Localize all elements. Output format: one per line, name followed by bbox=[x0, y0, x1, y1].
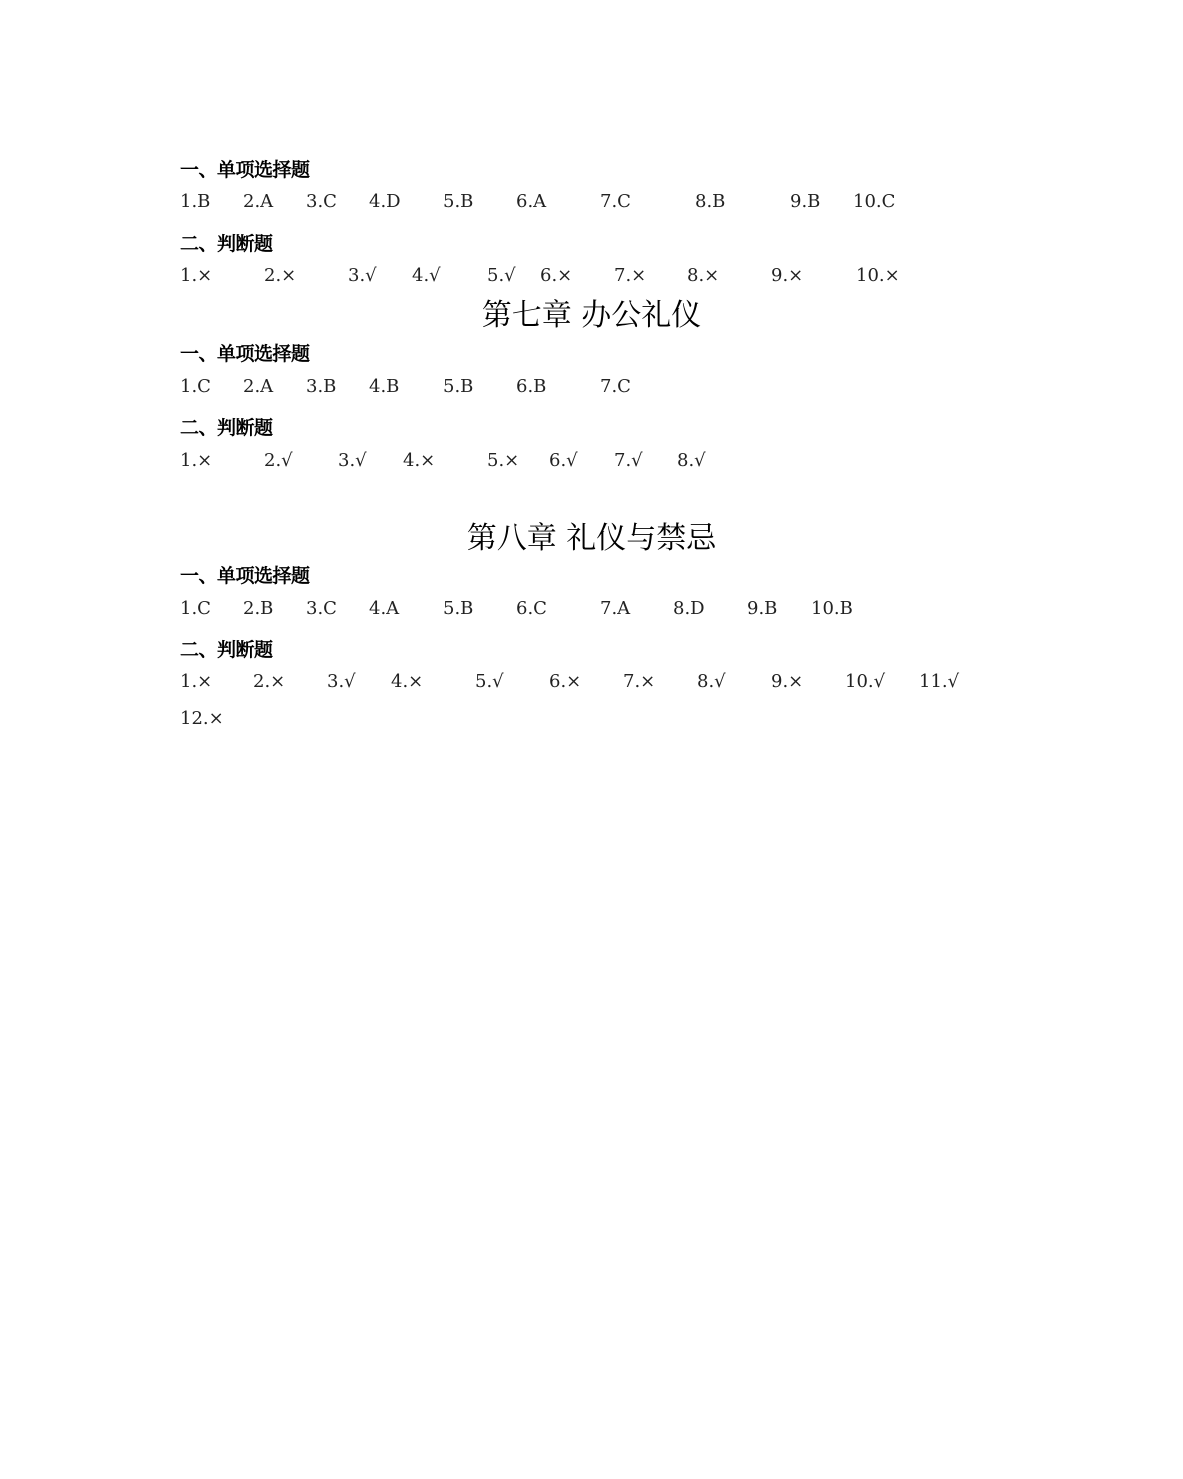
answer-item: 7.× bbox=[614, 265, 647, 286]
answer-item: 6.C bbox=[516, 598, 547, 619]
answer-item: 1.C bbox=[180, 376, 211, 397]
answer-item: 9.B bbox=[790, 191, 821, 212]
answer-item: 5.B bbox=[443, 376, 474, 397]
answer-item: 11.√ bbox=[919, 671, 960, 692]
answer-item: 9.× bbox=[771, 265, 804, 286]
answer-item: 1.× bbox=[180, 450, 213, 471]
answer-item: 2.A bbox=[243, 191, 274, 212]
chapter-title: 第八章 礼仪与禁忌 bbox=[466, 521, 717, 556]
answer-item: 4.× bbox=[391, 671, 424, 692]
answer-item: 6.× bbox=[540, 265, 573, 286]
answer-item: 7.C bbox=[600, 376, 631, 397]
answer-row bbox=[0, 265, 1183, 291]
answer-item: 4.B bbox=[369, 376, 400, 397]
answer-item: 3.C bbox=[306, 191, 337, 212]
answer-item: 5.× bbox=[487, 450, 520, 471]
answer-item: 6.A bbox=[516, 191, 547, 212]
answer-item: 3.√ bbox=[348, 265, 377, 286]
answer-item: 3.C bbox=[306, 598, 337, 619]
answer-item: 9.B bbox=[747, 598, 778, 619]
answer-item: 2.√ bbox=[264, 450, 293, 471]
answer-item: 10.B bbox=[811, 598, 853, 619]
answer-item: 1.× bbox=[180, 671, 213, 692]
answer-item: 7.× bbox=[623, 671, 656, 692]
answer-item: 8.√ bbox=[697, 671, 726, 692]
answer-row bbox=[0, 598, 1183, 624]
chapter-title: 第七章 办公礼仪 bbox=[481, 298, 702, 333]
section-heading: 一、单项选择题 bbox=[180, 343, 310, 365]
answer-item: 2.B bbox=[243, 598, 274, 619]
answer-item: 1.× bbox=[180, 265, 213, 286]
section-heading: 二、判断题 bbox=[180, 639, 273, 661]
answer-item: 5.√ bbox=[475, 671, 504, 692]
answer-item: 9.× bbox=[771, 671, 804, 692]
answer-item: 4.D bbox=[369, 191, 401, 212]
answer-item: 1.B bbox=[180, 191, 211, 212]
answer-item: 5.√ bbox=[487, 265, 516, 286]
section-heading: 二、判断题 bbox=[180, 417, 273, 439]
answer-item: 3.B bbox=[306, 376, 337, 397]
answer-item: 1.C bbox=[180, 598, 211, 619]
answer-item: 7.√ bbox=[614, 450, 643, 471]
answer-item: 2.A bbox=[243, 376, 274, 397]
answer-item: 6.B bbox=[516, 376, 547, 397]
section-heading: 一、单项选择题 bbox=[180, 159, 310, 181]
answer-item: 7.C bbox=[600, 191, 631, 212]
answer-item: 5.B bbox=[443, 191, 474, 212]
answer-row bbox=[0, 671, 1183, 697]
answer-item: 2.× bbox=[253, 671, 286, 692]
answer-item: 10.× bbox=[856, 265, 900, 286]
answer-item: 8.B bbox=[695, 191, 726, 212]
answer-row bbox=[0, 450, 1183, 476]
answer-item: 2.× bbox=[264, 265, 297, 286]
answer-item: 6.× bbox=[549, 671, 582, 692]
answer-item: 8.D bbox=[673, 598, 705, 619]
answer-item: 8.√ bbox=[677, 450, 706, 471]
answer-item: 3.√ bbox=[327, 671, 356, 692]
answer-row bbox=[0, 708, 1183, 734]
answer-item: 8.× bbox=[687, 265, 720, 286]
section-heading: 二、判断题 bbox=[180, 233, 273, 255]
answer-row bbox=[0, 191, 1183, 217]
answer-item: 4.A bbox=[369, 598, 400, 619]
answer-item: 4.× bbox=[403, 450, 436, 471]
answer-item: 10.√ bbox=[845, 671, 886, 692]
section-heading: 一、单项选择题 bbox=[180, 565, 310, 587]
answer-item: 5.B bbox=[443, 598, 474, 619]
answer-item: 7.A bbox=[600, 598, 631, 619]
answer-item: 4.√ bbox=[412, 265, 441, 286]
answer-row bbox=[0, 376, 1183, 402]
answer-item: 3.√ bbox=[338, 450, 367, 471]
answer-item: 10.C bbox=[853, 191, 896, 212]
answer-item: 6.√ bbox=[549, 450, 578, 471]
answer-item: 12.× bbox=[180, 708, 224, 729]
